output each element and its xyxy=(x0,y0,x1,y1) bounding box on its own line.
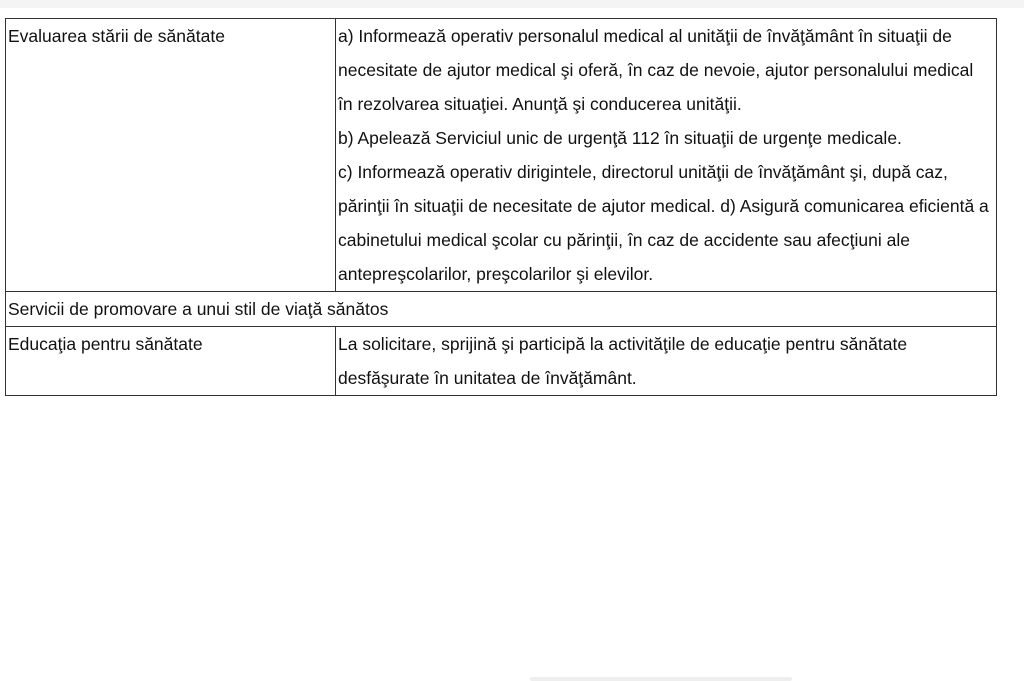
table-row xyxy=(6,19,997,292)
paragraph-b: b) Apelează Serviciul unic de urgenţă 112 în situaţii de urgenţe medicale. xyxy=(338,128,902,148)
scroll-indicator xyxy=(530,677,792,681)
row-label-health-assessment: Evaluarea stării de sănătate xyxy=(6,19,336,292)
table-row xyxy=(6,327,997,396)
row-content-health-education: La solicitare, sprijină şi participă la activităţile de educaţie pentru sănătate desfăşurate în unitatea de învăţământ. xyxy=(336,327,997,396)
paragraph-c: c) Informează operativ dirigintele, directorul unităţii de învăţământ şi, după caz, părinţii în situaţii de necesitate de ajutor medical. d) Asigură comunicarea eficientă a cabinetului medical şcolar cu părinţii, în caz de accidente sau afecţiuni ale antepreşcolarilor, preşcolarilor şi elevilor. xyxy=(338,162,989,284)
row-content-health-assessment xyxy=(336,19,997,292)
table-row xyxy=(6,292,997,327)
paragraph-a: a) Informează operativ personalul medical al unităţii de învăţământ în situaţii de necesitate de ajutor medical şi oferă, în caz de nevoie, ajutor personalului medical în rezolvarea situaţiei. Anunţă şi conducerea unităţii. xyxy=(338,26,974,114)
row-label-health-education: Educaţia pentru sănătate xyxy=(6,327,336,396)
services-table xyxy=(5,18,997,396)
section-heading: Servicii de promovare a unui stil de viaţă sănătos xyxy=(6,292,997,327)
top-strip xyxy=(0,0,1024,8)
